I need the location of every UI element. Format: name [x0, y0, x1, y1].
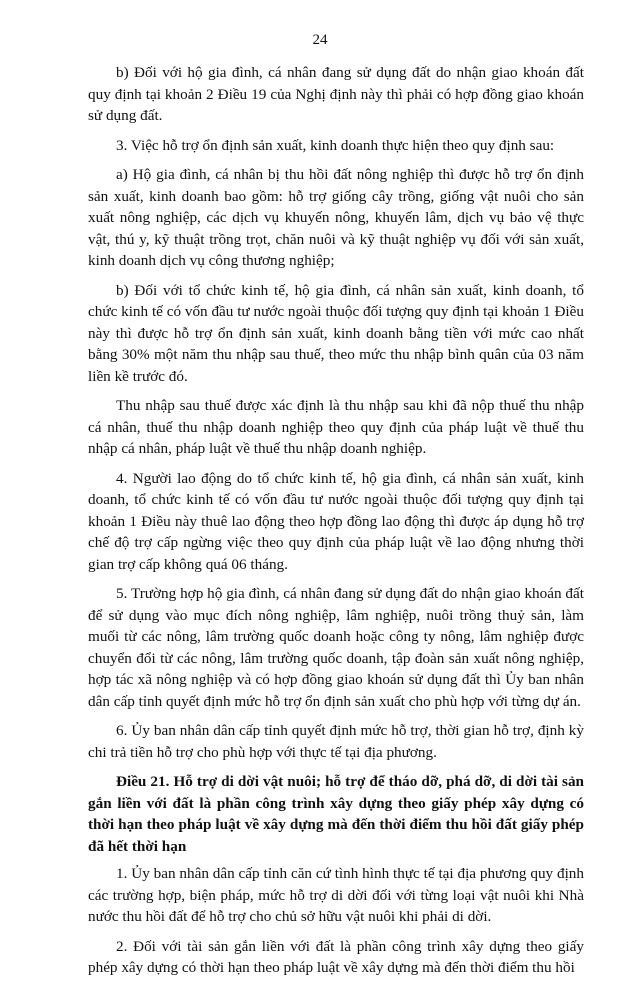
page-number: 24 — [312, 32, 328, 48]
paragraph-2b-land-contract: b) Đối với hộ gia đình, cá nhân đang sử dụng đất do nhận giao khoán đất quy định tại khoản 2 Điều 19 của Nghị định này thì phải có hợp đồng giao khoán sử dụng đất. — [88, 64, 584, 124]
paragraph-3-production-support: 3. Việc hỗ trợ ổn định sản xuất, kinh doanh thực hiện theo quy định sau: — [116, 136, 555, 154]
article-21-paragraph-2: 2. Đối với tài sản gắn liền với đất là phần công trình xây dựng theo giấy phép xây dựng có thời hạn theo pháp luật về xây dựng mà đến thời điểm thu hồi — [88, 937, 584, 976]
document-body — [88, 62, 584, 987]
article-21-heading: Điều 21. Hỗ trợ di dời vật nuôi; hỗ trợ để tháo dỡ, phá dỡ, di dời tài sản gắn liền với đất là phần công trình xây dựng theo giấy phép xây dựng có thời hạn theo pháp luật về xây dựng mà đến thời điểm thu hồi đất giấy phép đã hết thời hạn — [88, 773, 584, 855]
paragraph-3b-organization-support: b) Đối với tổ chức kinh tế, hộ gia đình, cá nhân sản xuất, kinh doanh, tổ chức kinh tế có vốn đầu tư nước ngoài thuộc đối tượng quy định tại khoản 1 Điều này thì được hỗ trợ ổn định sản xuất, kinh doanh bằng tiền với mức cao nhất bằng 30% một năm thu nhập sau thuế, theo mức thu nhập bình quân của 03 năm liền kề trước đó. — [88, 281, 584, 385]
paragraph-after-tax-income: Thu nhập sau thuế được xác định là thu nhập sau khi đã nộp thuế thu nhập cá nhân, thuế thu nhập doanh nghiệp theo quy định của pháp luật về thuế thu nhập cá nhân, pháp luật về thuế thu nhập doanh nghiệp. — [88, 397, 584, 457]
article-21-paragraph-1: 1. Ủy ban nhân dân cấp tỉnh căn cứ tình hình thực tế tại địa phương quy định các trường hợp, biện pháp, mức hỗ trợ di dời đối với từng loại vật nuôi khi Nhà nước thu hồi đất để hỗ trợ cho chủ sở hữu vật nuôi khi phải di dời. — [88, 865, 584, 925]
paragraph-4-workers: 4. Người lao động do tổ chức kinh tế, hộ gia đình, cá nhân sản xuất, kinh doanh, tổ chức kinh tế có vốn đầu tư nước ngoài thuộc đối tượng quy định tại khoản 1 Điều này thuê lao động theo hợp đồng lao động thì được áp dụng hỗ trợ chế độ trợ cấp ngừng việc theo quy định của pháp luật về lao động nhưng thời gian trợ cấp không quá 06 tháng. — [88, 469, 584, 573]
paragraph-3a-household-support: a) Hộ gia đình, cá nhân bị thu hồi đất nông nghiệp thì được hỗ trợ ổn định sản xuất, kinh doanh bao gồm: hỗ trợ giống cây trồng, giống vật nuôi cho sản xuất nông nghiệp, các dịch vụ khuyến nông, khuyến lâm, dịch vụ bảo vệ thực vật, thú y, kỹ thuật trồng trọt, chăn nuôi và kỹ thuật nghiệp vụ đối với sản xuất, kinh doanh dịch vụ công thương nghiệp; — [88, 166, 584, 269]
paragraph-5-contracted-land: 5. Trường hợp hộ gia đình, cá nhân đang sử dụng đất do nhận giao khoán đất để sử dụng vào mục đích nông nghiệp, lâm nghiệp, nuôi trồng thuỷ sản, làm muối từ các nông, lâm trường quốc doanh hoặc công ty nông, lâm nghiệp được chuyển đổi từ các nông, lâm trường quốc doanh, tập đoàn sản xuất nông nghiệp, hợp tác xã nông nghiệp và có hợp đồng giao khoán sử dụng đất thì Ủy ban nhân dân cấp tỉnh quyết định mức hỗ trợ ổn định sản xuất cho phù hợp với từng dự án. — [88, 585, 584, 710]
paragraph-6-provincial-decision: 6. Ủy ban nhân dân cấp tỉnh quyết định mức hỗ trợ, thời gian hỗ trợ, định kỳ chi trả tiền hỗ trợ cho phù hợp với thực tế tại địa phương. — [88, 722, 584, 761]
